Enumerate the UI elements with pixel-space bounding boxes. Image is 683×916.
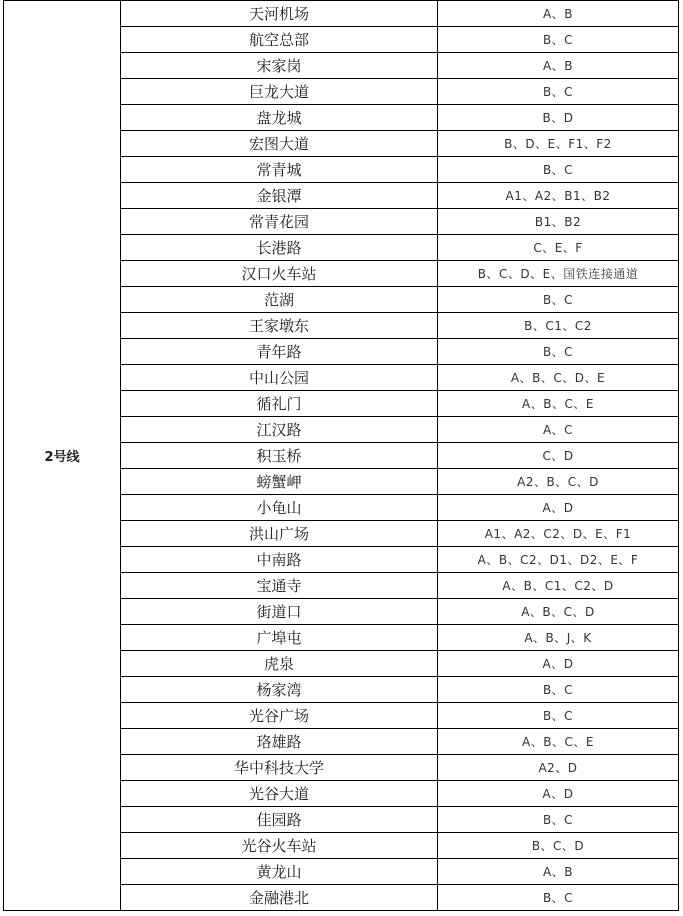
exits-cell: A、B: [438, 859, 679, 885]
station-name-cell: 广埠屯: [121, 625, 438, 651]
station-name-cell: 积玉桥: [121, 443, 438, 469]
station-name-cell: 中南路: [121, 547, 438, 573]
station-name-cell: 华中科技大学: [121, 755, 438, 781]
station-name-cell: 宏图大道: [121, 131, 438, 157]
station-name-cell: 盘龙城: [121, 105, 438, 131]
exits-cell: A、D: [438, 651, 679, 677]
station-name-cell: 佳园路: [121, 807, 438, 833]
station-name-cell: 常青城: [121, 157, 438, 183]
station-name-cell: 螃蟹岬: [121, 469, 438, 495]
station-name-cell: 街道口: [121, 599, 438, 625]
station-name-cell: 长港路: [121, 235, 438, 261]
exits-cell: A、B、C、D、E: [438, 365, 679, 391]
table-body: [4, 1, 679, 911]
table-row: [4, 1, 679, 27]
station-name-cell: 杨家湾: [121, 677, 438, 703]
exits-cell: A、D: [438, 495, 679, 521]
exits-cell: B1、B2: [438, 209, 679, 235]
station-name-cell: 金银潭: [121, 183, 438, 209]
exits-cell: A、B、C、E: [438, 729, 679, 755]
exits-cell: A、B、C、D: [438, 599, 679, 625]
station-name-cell: 小龟山: [121, 495, 438, 521]
exits-cell: A1、A2、C2、D、E、F1: [438, 521, 679, 547]
station-name-cell: 虎泉: [121, 651, 438, 677]
station-name-cell: 常青花园: [121, 209, 438, 235]
station-name-cell: 光谷火车站: [121, 833, 438, 859]
station-name-cell: 珞雄路: [121, 729, 438, 755]
station-name-cell: 巨龙大道: [121, 79, 438, 105]
exits-cell: A、C: [438, 417, 679, 443]
exits-cell: B、C: [438, 157, 679, 183]
exits-cell: A、B、C、E: [438, 391, 679, 417]
station-name-cell: 王家墩东: [121, 313, 438, 339]
station-name-cell: 汉口火车站: [121, 261, 438, 287]
station-name-cell: 航空总部: [121, 27, 438, 53]
exits-cell: B、C: [438, 79, 679, 105]
exits-cell: B、C: [438, 703, 679, 729]
exits-cell: C、E、F: [438, 235, 679, 261]
exits-cell: A、B、J、K: [438, 625, 679, 651]
station-exit-table: [3, 0, 679, 911]
station-name-cell: 范湖: [121, 287, 438, 313]
exits-cell: C、D: [438, 443, 679, 469]
exits-cell: B、C: [438, 339, 679, 365]
exits-cell: A2、B、C、D: [438, 469, 679, 495]
station-name-cell: 宝通寺: [121, 573, 438, 599]
station-name-cell: 江汉路: [121, 417, 438, 443]
exits-cell: B、D: [438, 105, 679, 131]
exits-cell: B、C、D: [438, 833, 679, 859]
exits-cell: A、B、C1、C2、D: [438, 573, 679, 599]
station-name-cell: 金融港北: [121, 885, 438, 911]
exits-cell: A1、A2、B1、B2: [438, 183, 679, 209]
station-name-cell: 光谷大道: [121, 781, 438, 807]
exits-cell: A2、D: [438, 755, 679, 781]
exits-cell: A、B、C2、D1、D2、E、F: [438, 547, 679, 573]
station-name-cell: 光谷广场: [121, 703, 438, 729]
station-name-cell: 黄龙山: [121, 859, 438, 885]
exits-cell: B、C、D、E、国铁连接通道: [438, 261, 679, 287]
exits-cell: B、C1、C2: [438, 313, 679, 339]
station-name-cell: 洪山广场: [121, 521, 438, 547]
line-name-cell: 2号线: [4, 1, 121, 911]
exits-cell: B、C: [438, 287, 679, 313]
exits-cell: B、C: [438, 27, 679, 53]
exits-cell: A、B: [438, 53, 679, 79]
exits-cell: B、D、E、F1、F2: [438, 131, 679, 157]
exits-cell: B、C: [438, 677, 679, 703]
exits-cell: B、C: [438, 885, 679, 911]
exits-cell: A、D: [438, 781, 679, 807]
station-name-cell: 宋家岗: [121, 53, 438, 79]
station-name-cell: 中山公园: [121, 365, 438, 391]
station-name-cell: 循礼门: [121, 391, 438, 417]
station-name-cell: 青年路: [121, 339, 438, 365]
station-name-cell: 天河机场: [121, 1, 438, 27]
exits-cell: A、B: [438, 1, 679, 27]
exits-cell: B、C: [438, 807, 679, 833]
